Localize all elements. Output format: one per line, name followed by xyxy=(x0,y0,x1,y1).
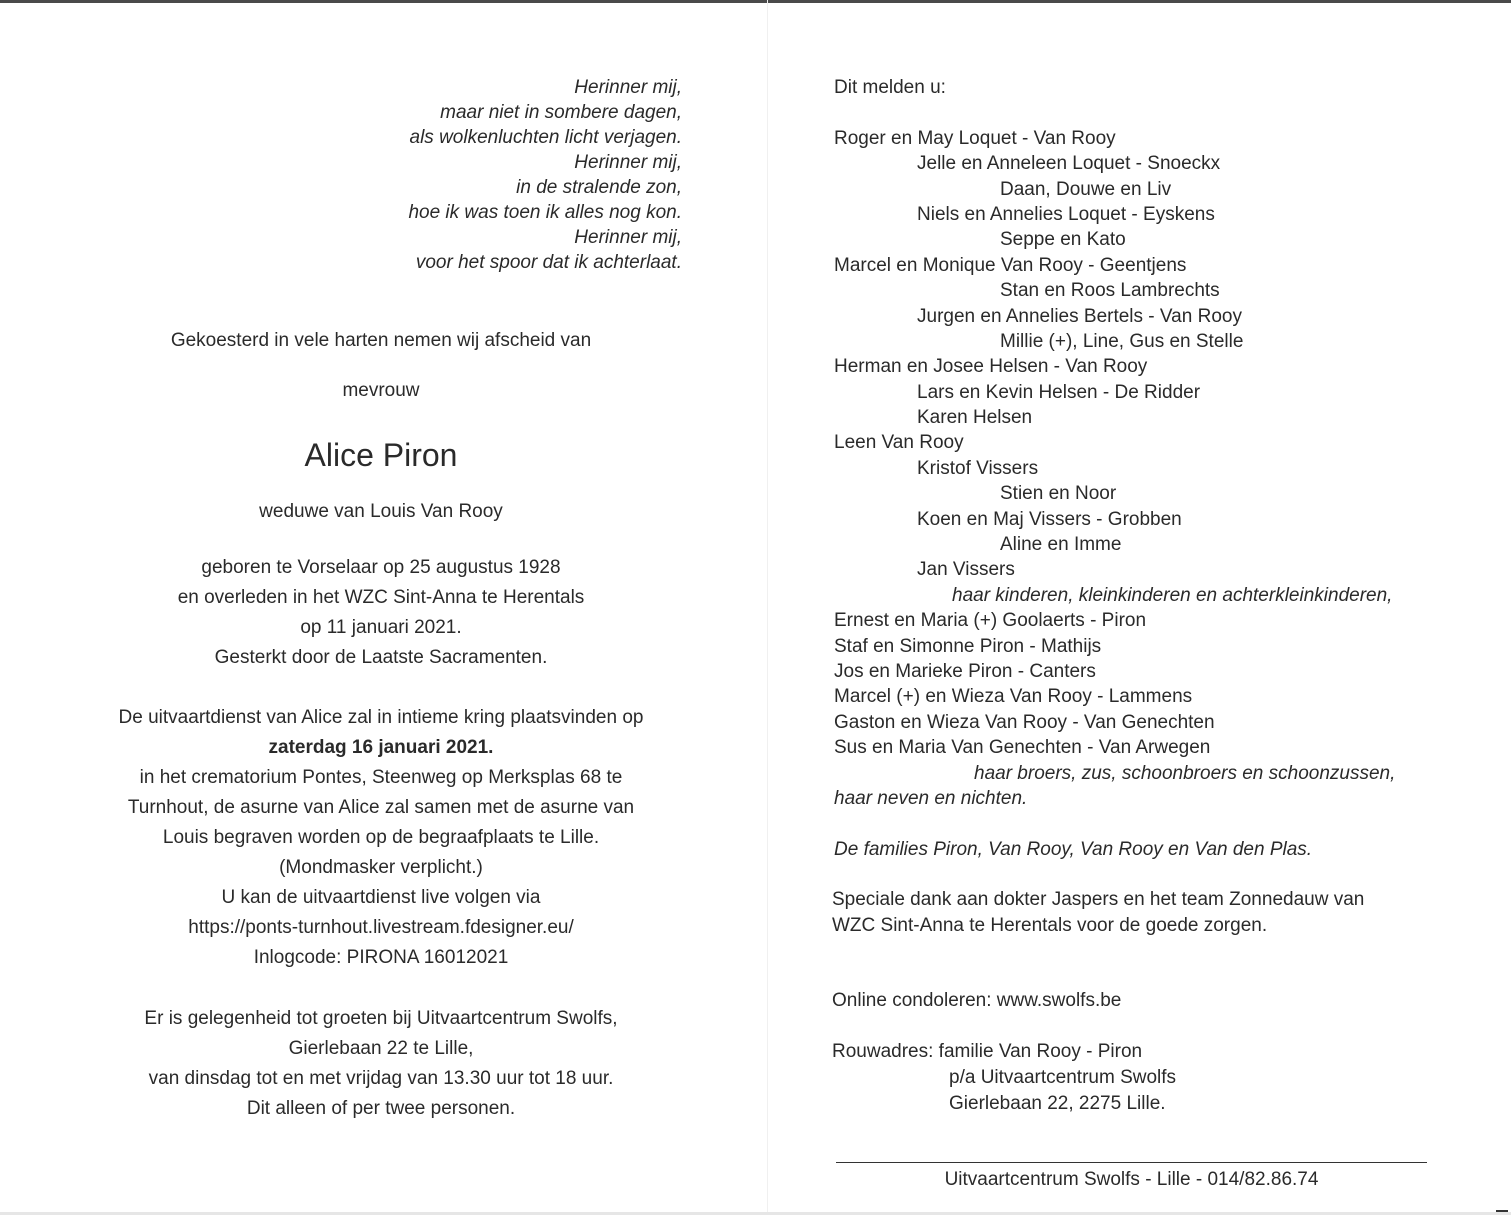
visitation-line: Er is gelegenheid tot groeten bij Uitvaartcentrum Swolfs, xyxy=(144,1008,618,1029)
login-code: Inlogcode: PIRONA 16012021 xyxy=(253,947,509,968)
service-intro: De uitvaartdienst van Alice zal in intieme kring plaatsvinden op xyxy=(118,707,644,728)
poem-line: Herinner mij, xyxy=(574,227,682,248)
sibling-line: Staf en Simonne Piron - Mathijs xyxy=(834,635,1102,657)
spacer xyxy=(834,100,1395,125)
family-line: Seppe en Kato xyxy=(1000,229,1126,251)
deceased-name: Alice Piron xyxy=(304,437,458,473)
widow-of: weduwe van Louis Van Rooy xyxy=(259,501,503,522)
service-details xyxy=(80,703,682,973)
poem-line: hoe ik was toen ik alles nog kon. xyxy=(408,202,682,223)
online-condolences[interactable]: Online condoleren: www.swolfs.be xyxy=(832,990,1122,1011)
thanks-block xyxy=(832,887,1364,939)
poem-line: Herinner mij, xyxy=(574,77,682,98)
family-line: Karen Helsen xyxy=(917,407,1033,429)
title-block xyxy=(80,376,682,406)
family-line: Stien en Noor xyxy=(1000,483,1117,505)
service-line: in het crematorium Pontes, Steenweg op Merksplas 68 te xyxy=(139,767,623,788)
sibling-line: Ernest en Maria (+) Goolaerts - Piron xyxy=(834,610,1147,632)
death-line: en overleden in het WZC Sint-Anna te Herentals xyxy=(177,587,585,608)
visitation-details xyxy=(80,1004,682,1124)
sibling-line: Jos en Marieke Piron - Canters xyxy=(834,660,1096,682)
address-line: Gierlebaan 22, 2275 Lille. xyxy=(949,1093,1166,1114)
birth-line: geboren te Vorselaar op 25 augustus 1928 xyxy=(201,557,561,578)
family-line: Niels en Annelies Loquet - Eyskens xyxy=(917,203,1215,225)
service-line: Turnhout, de asurne van Alice zal samen met de asurne van xyxy=(127,797,635,818)
address-line: Rouwadres: familie Van Rooy - Piron xyxy=(832,1041,1143,1062)
announce-text: Dit melden u: xyxy=(834,77,946,98)
name-block xyxy=(80,435,682,475)
footer-text: Uitvaartcentrum Swolfs - Lille - 014/82.86.74 xyxy=(944,1169,1319,1190)
visitation-line: Dit alleen of per twee personen. xyxy=(246,1098,516,1119)
address-block xyxy=(832,1039,1176,1117)
card-fold xyxy=(767,0,768,1215)
family-line: Roger en May Loquet - Van Rooy xyxy=(834,127,1116,149)
title-prefix: mevrouw xyxy=(342,380,420,401)
thanks-line: Speciale dank aan dokter Jaspers en het team Zonnedauw van xyxy=(832,889,1365,910)
address-line: p/a Uitvaartcentrum Swolfs xyxy=(949,1067,1177,1088)
life-details xyxy=(80,553,682,673)
family-line: Marcel en Monique Van Rooy - Geentjens xyxy=(834,254,1187,276)
family-line: Koen en Maj Vissers - Grobben xyxy=(917,508,1182,530)
family-list xyxy=(834,75,1395,862)
widow-block xyxy=(80,497,682,527)
spacer xyxy=(834,811,1395,836)
sibling-line: Marcel (+) en Wieza Van Rooy - Lammens xyxy=(834,686,1193,708)
families-line: De families Piron, Van Rooy, Van Rooy en Van den Plas. xyxy=(834,838,1313,860)
poem-line: Herinner mij, xyxy=(574,152,682,173)
thanks-line: WZC Sint-Anna te Herentals voor de goede zorgen. xyxy=(832,915,1268,936)
poem xyxy=(300,75,682,275)
poem-line: als wolkenluchten licht verjagen. xyxy=(409,127,682,148)
children-label: haar kinderen, kleinkinderen en achterkleinkinderen, xyxy=(952,584,1393,606)
mask-notice: (Mondmasker verplicht.) xyxy=(279,857,483,878)
cousins-label: haar neven en nichten. xyxy=(834,787,1028,809)
edge-mark xyxy=(1496,1210,1508,1212)
footer-divider xyxy=(836,1162,1427,1163)
intro-block xyxy=(80,326,682,356)
visitation-line: van dinsdag tot en met vrijdag van 13.30 uur tot 18 uur. xyxy=(148,1068,614,1089)
sibling-line: Sus en Maria Van Genechten - Van Arwegen xyxy=(834,737,1211,759)
family-line: Millie (+), Line, Gus en Stelle xyxy=(1000,330,1244,352)
family-line: Jan Vissers xyxy=(917,559,1015,581)
poem-line: in de stralende zon, xyxy=(516,177,682,198)
poem-line: voor het spoor dat ik achterlaat. xyxy=(415,252,682,273)
top-border xyxy=(0,0,1511,3)
service-line: Louis begraven worden op de begraafplaats te Lille. xyxy=(162,827,600,848)
poem-line: maar niet in sombere dagen, xyxy=(440,102,682,123)
livestream-link[interactable]: https://ponts-turnhout.livestream.fdesigner.eu/ xyxy=(188,917,574,938)
visitation-line: Gierlebaan 22 te Lille, xyxy=(288,1038,474,1059)
siblings-label: haar broers, zus, schoonbroers en schoonzussen, xyxy=(974,762,1396,784)
family-line: Leen Van Rooy xyxy=(834,432,964,454)
family-line: Stan en Roos Lambrechts xyxy=(1000,280,1220,302)
family-line: Daan, Douwe en Liv xyxy=(1000,178,1172,200)
family-line: Kristof Vissers xyxy=(917,457,1039,479)
family-line: Jelle en Anneleen Loquet - Snoeckx xyxy=(917,153,1221,175)
livestream-text: U kan de uitvaartdienst live volgen via xyxy=(221,887,541,908)
online-block xyxy=(832,988,1121,1014)
family-line: Herman en Josee Helsen - Van Rooy xyxy=(834,356,1148,378)
family-line: Lars en Kevin Helsen - De Ridder xyxy=(917,381,1201,403)
family-line: Aline en Imme xyxy=(1000,534,1122,556)
intro-text: Gekoesterd in vele harten nemen wij afscheid van xyxy=(170,330,592,351)
sibling-line: Gaston en Wieza Van Rooy - Van Genechten xyxy=(834,711,1215,733)
sacraments: Gesterkt door de Laatste Sacramenten. xyxy=(214,647,548,668)
family-line: Jurgen en Annelies Bertels - Van Rooy xyxy=(917,305,1242,327)
death-date: op 11 januari 2021. xyxy=(300,617,462,638)
service-date: zaterdag 16 januari 2021. xyxy=(268,737,494,758)
